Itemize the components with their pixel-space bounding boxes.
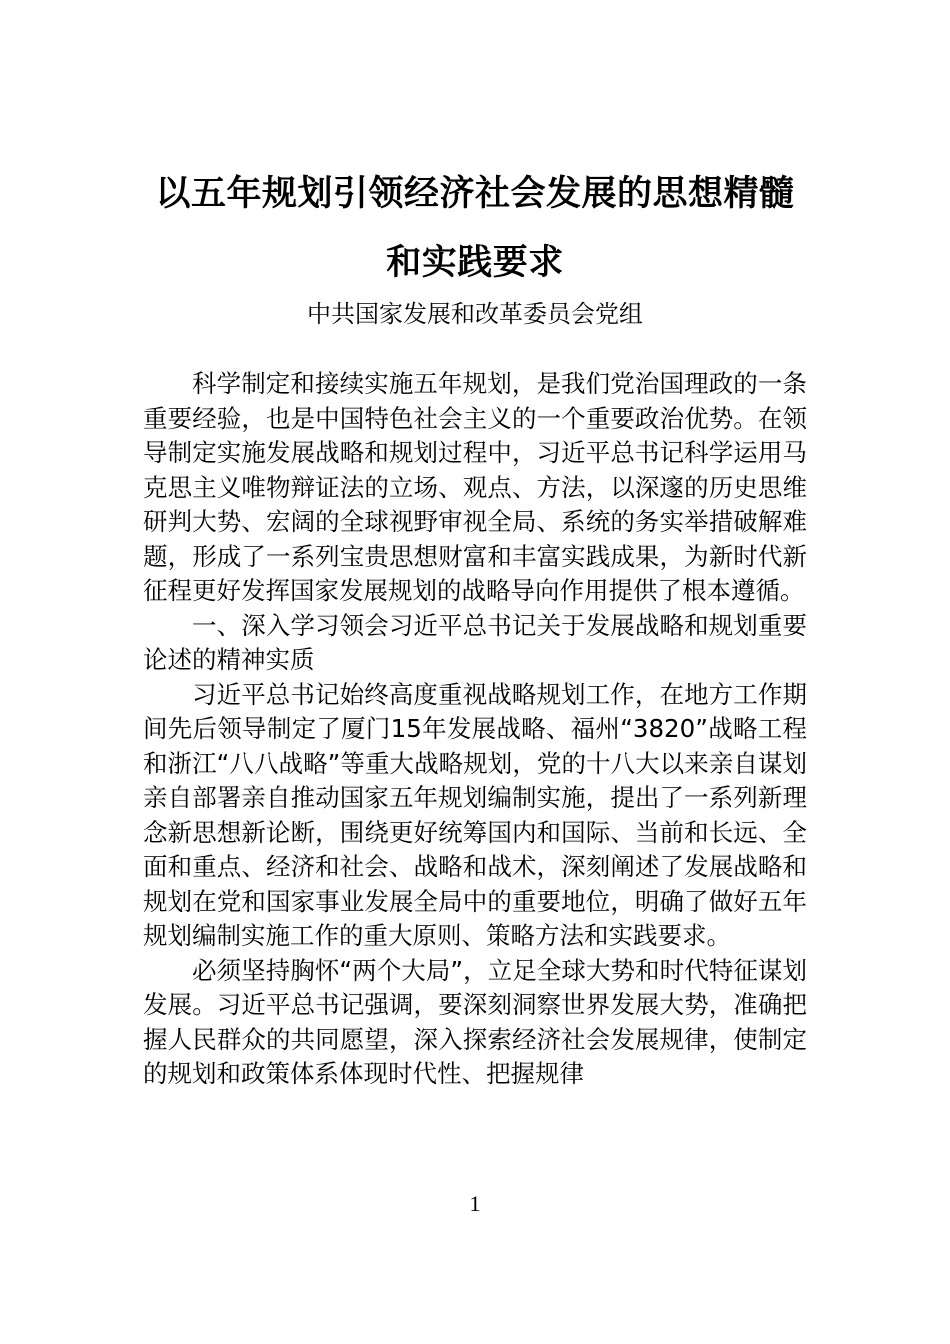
document-author: 中共国家发展和改革委员会党组 [307, 300, 643, 328]
document-body [143, 367, 807, 1092]
section-heading-1: 一、深入学习领会习近平总书记关于发展战略和规划重要论述的精神实质 [143, 610, 807, 674]
document-title-line-2: 和实践要求 [386, 243, 564, 283]
body-paragraph-intro: 科学制定和接续实施五年规划，是我们党治国理政的一条重要经验，也是中国特色社会主义的一个重要政治优势。在领导制定实施发展战略和规划过程中，习近平总书记科学运用马克思主义唯物辩证法的立场、观点、方法，以深邃的历史思维研判大势、宏阔的全球视野审视全局、系统的务实举措破解难题，形成了一系列宝贵思想财富和丰富实践成果，为新时代新征程更好发挥国家发展规划的战略导向作用提供了根本遵循。 [143, 369, 807, 605]
document-title-line-1: 以五年规划引领经济社会发展的思想精髓 [155, 174, 795, 214]
body-paragraph-2: 习近平总书记始终高度重视战略规划工作，在地方工作期间先后领导制定了厦门15年发展战略、福州“3820”战略工程和浙江“八八战略”等重大战略规划，党的十八大以来亲自谋划亲自部署亲自推动国家五年规划编制实施，提出了一系列新理念新思想新论断，围绕更好统筹国内和国际、当前和长远、全面和重点、经济和社会、战略和战术，深刻阐述了发展战略和规划在党和国家事业发展全局中的重要地位，明确了做好五年规划编制实施工作的重大原则、策略方法和实践要求。 [143, 679, 807, 950]
body-paragraph-3: 必须坚持胸怀“两个大局”，立足全球大势和时代特征谋划发展。习近平总书记强调，要深刻洞察世界发展大势，准确把握人民群众的共同愿望，深入探索经济社会发展规律，使制定的规划和政策体系体现时代性、把握规律 [143, 955, 807, 1088]
page-number: 1 [469, 1191, 481, 1216]
